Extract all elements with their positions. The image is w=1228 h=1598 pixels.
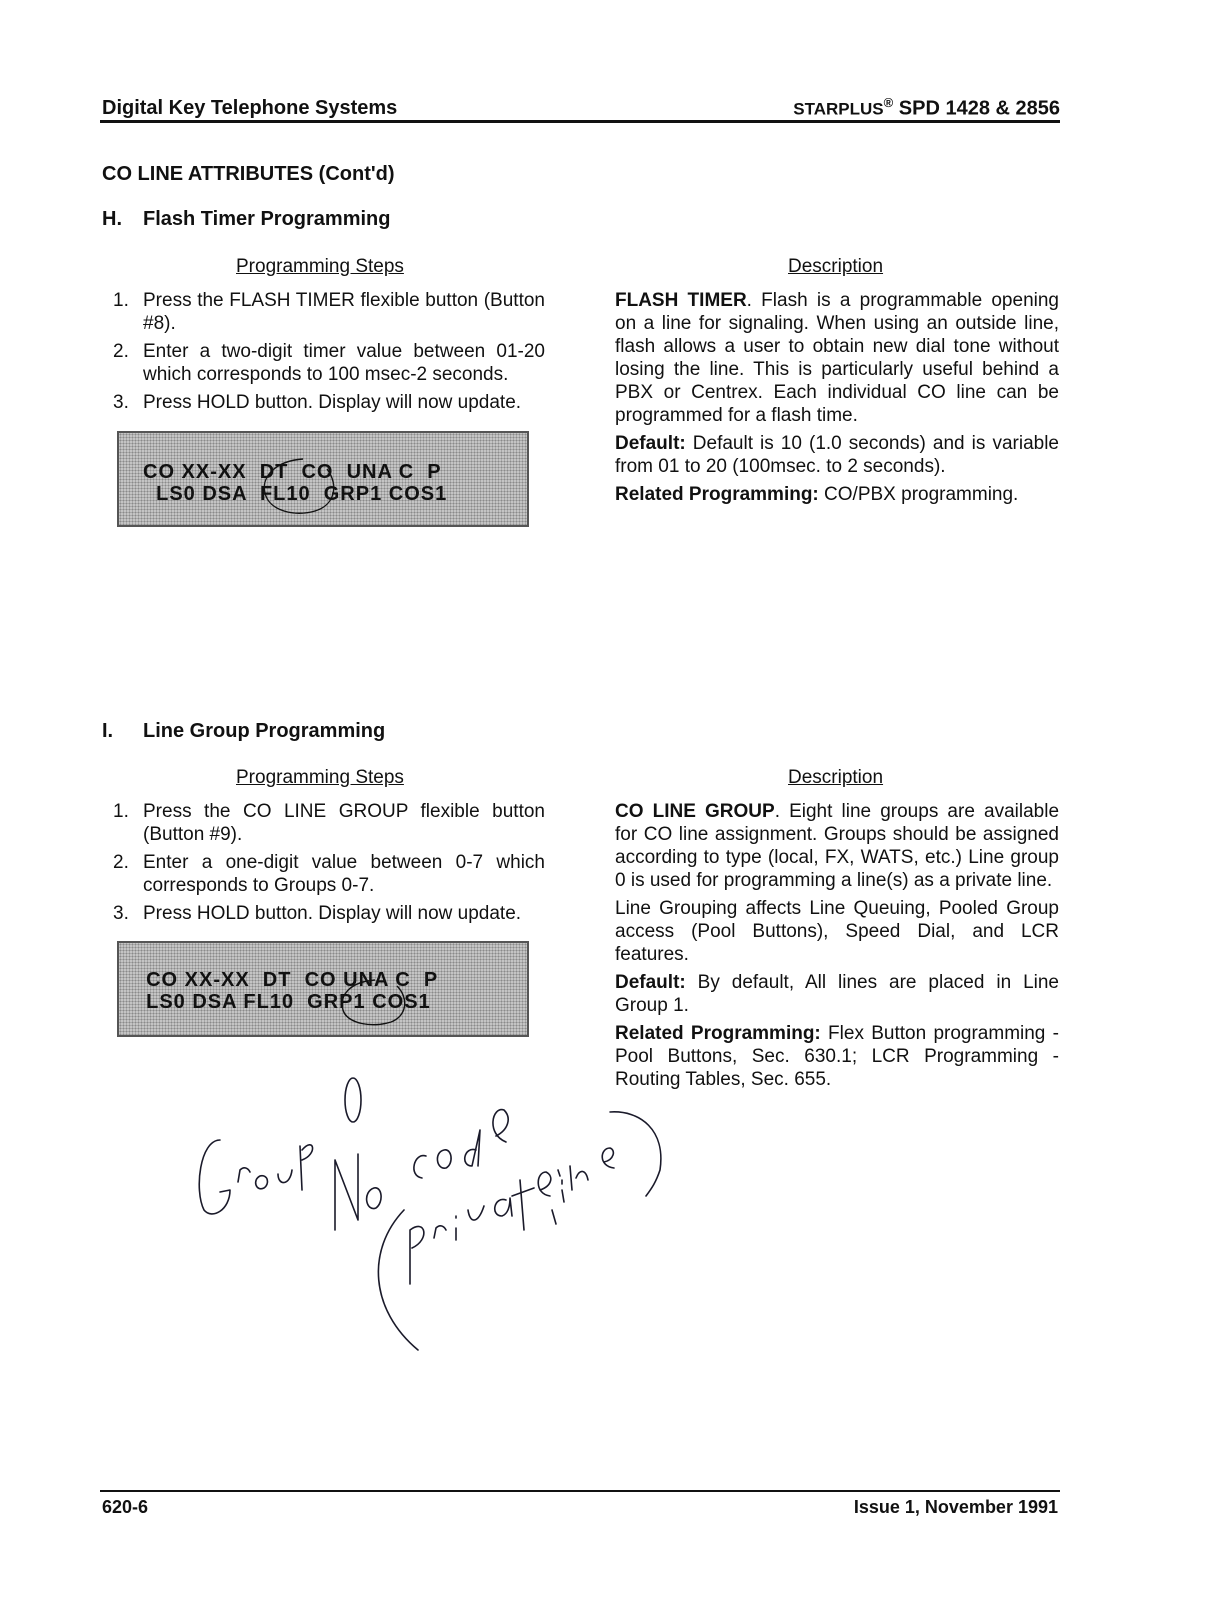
desc-default — [615, 432, 1059, 478]
handwritten-note — [190, 1070, 680, 1360]
section-i-steps — [113, 800, 545, 930]
section-h-title: Flash Timer Programming — [143, 208, 391, 230]
list-item — [113, 902, 545, 925]
display-line-1: CO XX-XX DT CO UNA C P — [133, 969, 439, 991]
section-h-description — [615, 289, 1059, 511]
desc-default — [615, 971, 1059, 1017]
display-line-2: LS0 DSA FL10 GRP1 COS1 — [143, 483, 448, 505]
brand-name: STARPLUS — [793, 99, 884, 119]
step-text: Enter a two-digit timer value between 01-20 which corresponds to 100 msec-2 seconds. — [143, 341, 545, 385]
section-h-steps — [113, 289, 545, 419]
desc-lead-text: . Flash is a programmable opening on a line for signaling. When using an outside line, flash allows a user to obtain new dial tone without losing the line. This is particularly useful behind a PBX or Centrex. Each individual CO line can be programmed for a flash time. — [615, 290, 1059, 426]
related-text: Flex Button programming - Pool Buttons, Sec. 630.1; LCR Programming - Routing Tables, Sec. 655. — [615, 1023, 1059, 1090]
desc-related — [615, 483, 1059, 506]
registered-mark: ® — [883, 95, 894, 110]
header-right — [793, 95, 1060, 121]
step-text: Press HOLD button. Display will now update. — [143, 392, 522, 413]
header-rule — [100, 120, 1060, 123]
step-text: Press HOLD button. Display will now update. — [143, 903, 522, 924]
list-item — [113, 800, 545, 846]
section-i-display — [117, 941, 529, 1037]
desc-related — [615, 1022, 1059, 1091]
step-number: 1. — [113, 801, 129, 822]
default-label: Default: — [615, 972, 686, 993]
step-text: Enter a one-digit value between 0-7 which corresponds to Groups 0-7. — [143, 852, 545, 896]
desc-lead-bold: FLASH TIMER — [615, 290, 747, 311]
related-text: CO/PBX programming. — [818, 484, 1019, 505]
step-number: 2. — [113, 341, 129, 362]
display-line-2: LS0 DSA FL10 GRP1 COS1 — [133, 991, 431, 1013]
display-line-1: CO XX-XX DT CO UNA C P — [143, 461, 442, 483]
step-number: 3. — [113, 392, 129, 413]
section-i-steps-heading: Programming Steps — [236, 767, 404, 788]
step-number: 3. — [113, 903, 129, 924]
default-label: Default: — [615, 433, 686, 454]
footer-rule — [100, 1490, 1060, 1492]
header-left: Digital Key Telephone Systems — [102, 97, 398, 119]
list-item — [113, 340, 545, 386]
desc-paragraph-1 — [615, 289, 1059, 427]
related-label: Related Programming: — [615, 1023, 821, 1044]
default-text: Default is 10 (1.0 seconds) and is variable from 01 to 20 (100msec. to 2 seconds). — [615, 433, 1059, 477]
model-name: SPD 1428 & 2856 — [898, 97, 1060, 120]
fl10-circle-mark — [255, 455, 345, 521]
list-item — [113, 289, 545, 335]
section-h-letter: H. — [102, 208, 122, 230]
desc-lead-bold: CO LINE GROUP — [615, 801, 775, 822]
related-label: Related Programming: — [615, 484, 819, 505]
step-text: Press the CO LINE GROUP flexible button (Button #9). — [143, 801, 545, 845]
footer-issue: Issue 1, November 1991 — [853, 1497, 1058, 1517]
list-item — [113, 851, 545, 897]
section-title: CO LINE ATTRIBUTES (Cont'd) — [102, 163, 395, 185]
list-item — [113, 391, 545, 414]
desc-paragraph-1 — [615, 800, 1059, 892]
desc-lead-text: . Eight line groups are available for CO line assignment. Groups should be assigned according to type (local, FX, WATS, etc.) Line group 0 is used for programming a line(s) as a private line. — [615, 801, 1060, 891]
footer-page-number: 620-6 — [102, 1497, 149, 1517]
section-i-title: Line Group Programming — [143, 720, 386, 742]
section-i-letter: I. — [102, 720, 114, 742]
section-h-desc-heading: Description — [788, 256, 884, 277]
grp1-circle-mark — [335, 976, 415, 1032]
default-text: By default, All lines are placed in Line Group 1. — [615, 972, 1059, 1016]
step-number: 1. — [113, 290, 129, 311]
step-text: Press the FLASH TIMER flexible button (Button #8). — [143, 290, 545, 334]
desc-paragraph-2: Line Grouping affects Line Queuing, Pooled Group access (Pool Buttons), Speed Dial, and LCR features. — [615, 898, 1059, 965]
step-number: 2. — [113, 852, 129, 873]
section-i-description — [615, 800, 1059, 1096]
section-i-desc-heading: Description — [788, 767, 884, 788]
section-h-steps-heading: Programming Steps — [236, 256, 404, 277]
